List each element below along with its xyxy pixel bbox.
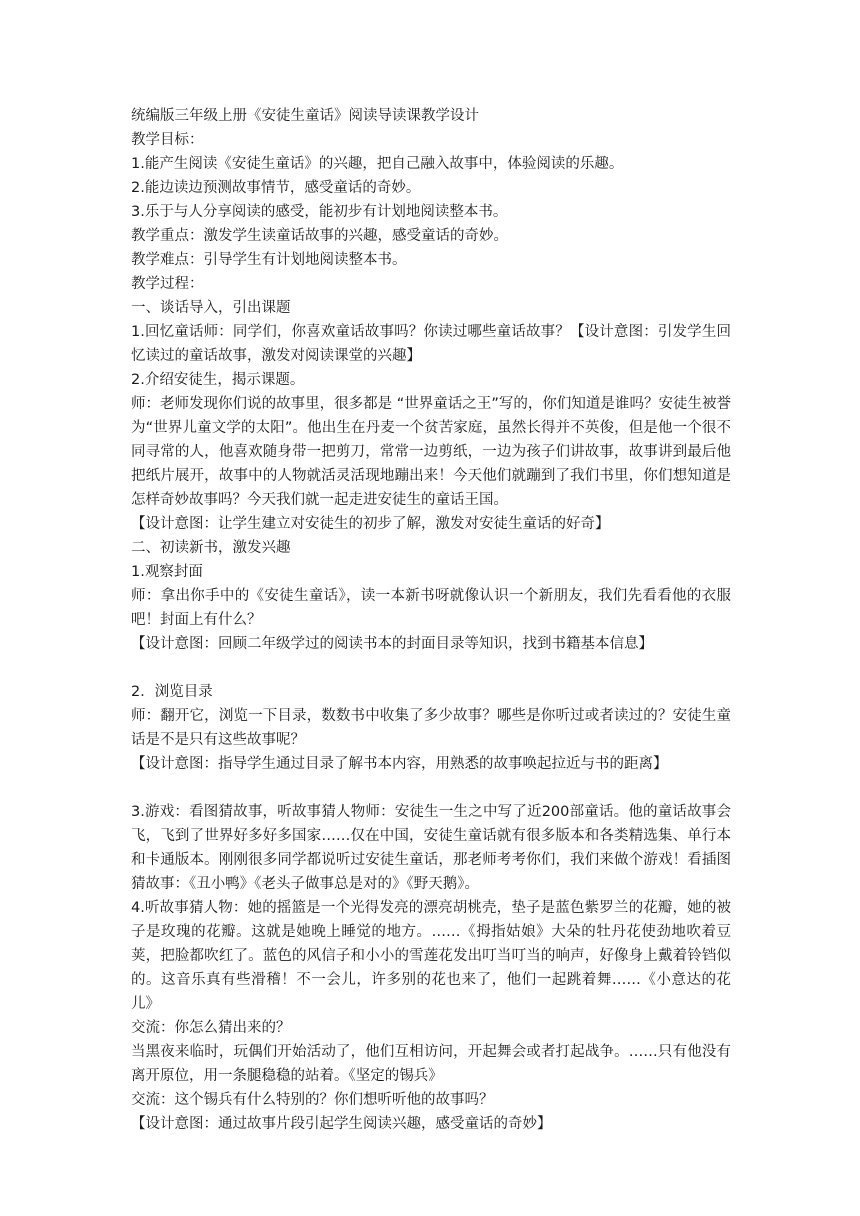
section-2-paragraph-4: 师：翻开它，浏览一下目录，数数书中收集了多少故事？哪些是你听过或者读过的？安徒生童话是不是只有这些故事呢？ xyxy=(131,708,731,748)
section-2-paragraph-8: 当黑夜来临时，玩偶们开始活动了，他们互相访问，开起舞会或者打起战争。……只有他没有离开原位，用一条腿稳稳的站着。《坚定的锡兵》 xyxy=(131,1044,731,1084)
process-label: 教学过程： xyxy=(131,276,204,292)
goal-item-3: 3.乐于与人分享阅读的感受，能初步有计划地阅读整本书。 xyxy=(131,204,508,220)
section-2-paragraph-5: 3.游戏：看图猜故事，听故事猜人物师：安徒生一生之中写了近200部童话。他的童话故事会飞，飞到了世界好多好多国家……仅在中国，安徒生童话就有很多版本和各类精选集、单行本和卡通版本。刚刚很多同学都说听过安徒生童话，那老师考考你们，我们来做个游戏！看插图猜故事：《丑小鸭》《老头子做事总是对的》《野天鹅》。 xyxy=(131,804,731,892)
blank-line xyxy=(131,656,731,680)
section-2-paragraph-2: 师：拿出你手中的《安徒生童话》，读一本新书呀就像认识一个新朋友，我们先看看他的衣服吧！封面上有什么？ xyxy=(131,588,731,628)
section-1-heading: 一、谈话导入，引出课题 xyxy=(131,300,291,316)
section-1-paragraph-1: 1.回忆童话师：同学们，你喜欢童话故事吗？你读过哪些童话故事？【设计意图：引发学生回忆读过的童话故事，激发对阅读课堂的兴趣】 xyxy=(131,324,731,364)
section-2-design-intent-2: 【设计意图：指导学生通过目录了解书本内容，用熟悉的故事唤起拉近与书的距离】 xyxy=(131,756,668,772)
blank-line xyxy=(131,776,731,800)
goals-label: 教学目标： xyxy=(131,132,204,148)
section-1-paragraph-3: 师：老师发现你们说的故事里，很多都是 “世界童话之王”写的，你们知道是谁吗？安徒生被誉为“世界儿童文学的太阳”。他出生在丹麦一个贫苦家庭，虽然长得并不英俊，但是他一个很不同寻常的人，他喜欢随身带一把剪刀，常常一边剪纸，一边为孩子们讲故事，故事讲到最后他把纸片展开，故事中的人物就活灵活现地蹦出来！今天他们就蹦到了我们书里，你们想知道是怎样奇妙故事吗？今天我们就一起走进安徒生的童话王国。 xyxy=(131,396,731,508)
document-title: 统编版三年级上册《安徒生童话》阅读导读课教学设计 xyxy=(131,108,479,124)
section-2-design-intent-1: 【设计意图：回顾二年级学过的阅读书本的封面目录等知识，找到书籍基本信息】 xyxy=(131,636,653,652)
section-2-paragraph-1: 1.观察封面 xyxy=(131,564,203,580)
goal-item-1: 1.能产生阅读《安徒生童话》的兴趣，把自己融入故事中，体验阅读的乐趣。 xyxy=(131,156,624,172)
section-2-heading: 二、初读新书，激发兴趣 xyxy=(131,540,291,556)
section-2-paragraph-9: 交流：这个锡兵有什么特别的？你们想听听他的故事吗？ xyxy=(131,1092,494,1108)
section-2-paragraph-3: 2．浏览目录 xyxy=(131,684,213,700)
document-page xyxy=(131,104,731,1136)
section-2-design-intent-3: 【设计意图：通过故事片段引起学生阅读兴趣，感受童话的奇妙】 xyxy=(131,1116,552,1132)
goal-item-2: 2.能边读边预测故事情节，感受童话的奇妙。 xyxy=(131,180,421,196)
section-2-paragraph-7: 交流：你怎么猜出来的？ xyxy=(131,1020,291,1036)
section-1-paragraph-2: 2.介绍安徒生，揭示课题。 xyxy=(131,372,305,388)
difficulty: 教学难点：引导学生有计划地阅读整本书。 xyxy=(131,252,407,268)
section-1-design-intent: 【设计意图：让学生建立对安徒生的初步了解，激发对安徒生童话的好奇】 xyxy=(131,516,610,532)
key-point: 教学重点：激发学生读童话故事的兴趣，感受童话的奇妙。 xyxy=(131,228,508,244)
section-2-paragraph-6: 4.听故事猜人物：她的摇篮是一个光得发亮的漂亮胡桃壳，垫子是蓝色紫罗兰的花瓣，她的被子是玫瑰的花瓣。这就是她晚上睡觉的地方。……《拇指姑娘》大朵的牡丹花使劲地吹着豆荚，把脸都吹红了。蓝色的风信子和小小的雪莲花发出叮当叮当的响声，好像身上戴着铃铛似的。这音乐真有些滑稽！不一会儿，许多别的花也来了，他们一起跳着舞……《小意达的花儿》 xyxy=(131,900,731,1012)
